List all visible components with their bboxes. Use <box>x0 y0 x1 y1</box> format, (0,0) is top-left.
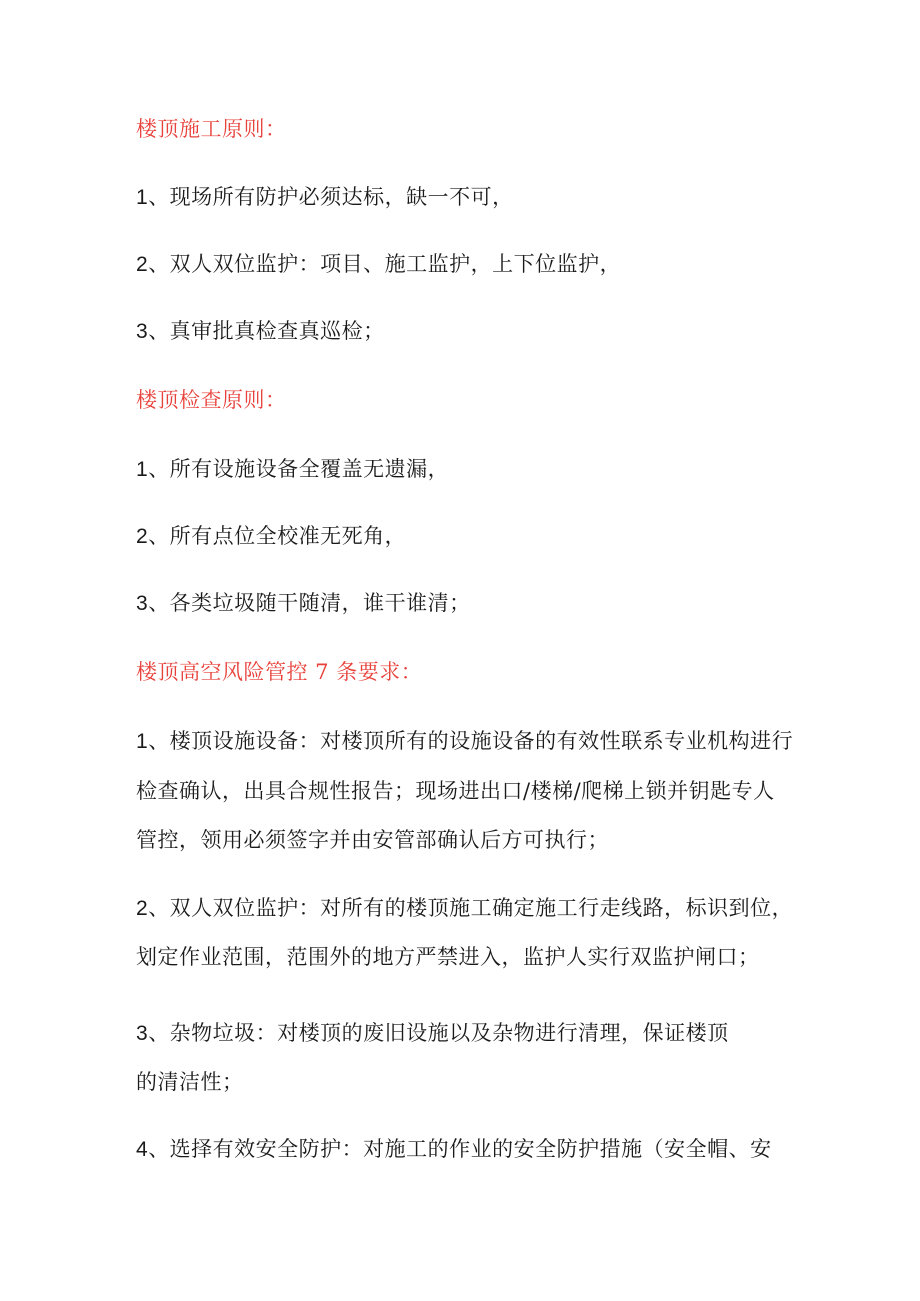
list-item-continuation: 划定作业范围，范围外的地方严禁进入，监护人实行双监护闸口； <box>136 945 760 969</box>
item-text: 、杂物垃圾：对楼顶的废旧设施以及杂物进行清理，保证楼顶 <box>148 1021 729 1045</box>
list-item <box>136 896 793 921</box>
item-number: 2 <box>136 897 149 920</box>
item-number: 1 <box>136 458 149 481</box>
list-item-continuation: 检查确认，出具合规性报告；现场进出口/楼梯/爬梯上锁并钥匙专人 <box>136 779 775 803</box>
list-item <box>136 319 385 344</box>
item-number: 4 <box>136 1138 149 1161</box>
list-item <box>136 729 793 754</box>
list-item <box>136 185 514 210</box>
section-heading-risk-control-requirements: 楼顶高空风险管控 7 条要求： <box>136 660 423 684</box>
item-text: 、楼顶设施设备：对楼顶所有的设施设备的有效性联系专业机构进行 <box>148 729 794 753</box>
item-number: 1 <box>136 730 149 753</box>
item-text: 、现场所有防护必须达标，缺一不可， <box>148 185 514 209</box>
item-text: 、所有点位全校准无死角， <box>148 524 407 548</box>
section-heading-inspection-principles: 楼顶检查原则： <box>136 388 287 412</box>
item-number: 2 <box>136 525 149 548</box>
item-text: 、真审批真检查真巡检； <box>148 319 385 343</box>
list-item-continuation: 管控，领用必须签字并由安管部确认后方可执行； <box>136 828 609 852</box>
item-number: 2 <box>136 253 149 276</box>
list-item-continuation: 的清洁性； <box>136 1070 244 1094</box>
item-number: 3 <box>136 592 149 615</box>
list-item <box>136 252 621 277</box>
item-text: 、选择有效安全防护：对施工的作业的安全防护措施（安全帽、安 <box>148 1137 772 1161</box>
item-text: 、双人双位监护：对所有的楼顶施工确定施工行走线路，标识到位， <box>148 896 794 920</box>
list-item <box>136 524 406 549</box>
item-number: 3 <box>136 1022 149 1045</box>
list-item <box>136 1021 729 1046</box>
list-item <box>136 591 471 616</box>
section-heading-construction-principles: 楼顶施工原则： <box>136 117 287 141</box>
item-text: 、双人双位监护：项目、施工监护，上下位监护， <box>148 252 622 276</box>
item-text: 、各类垃圾随干随清，谁干谁清； <box>148 591 471 615</box>
list-item <box>136 1137 772 1162</box>
item-number: 1 <box>136 186 149 209</box>
item-text: 、所有设施设备全覆盖无遗漏， <box>148 457 450 481</box>
list-item <box>136 457 449 482</box>
item-number: 3 <box>136 320 149 343</box>
